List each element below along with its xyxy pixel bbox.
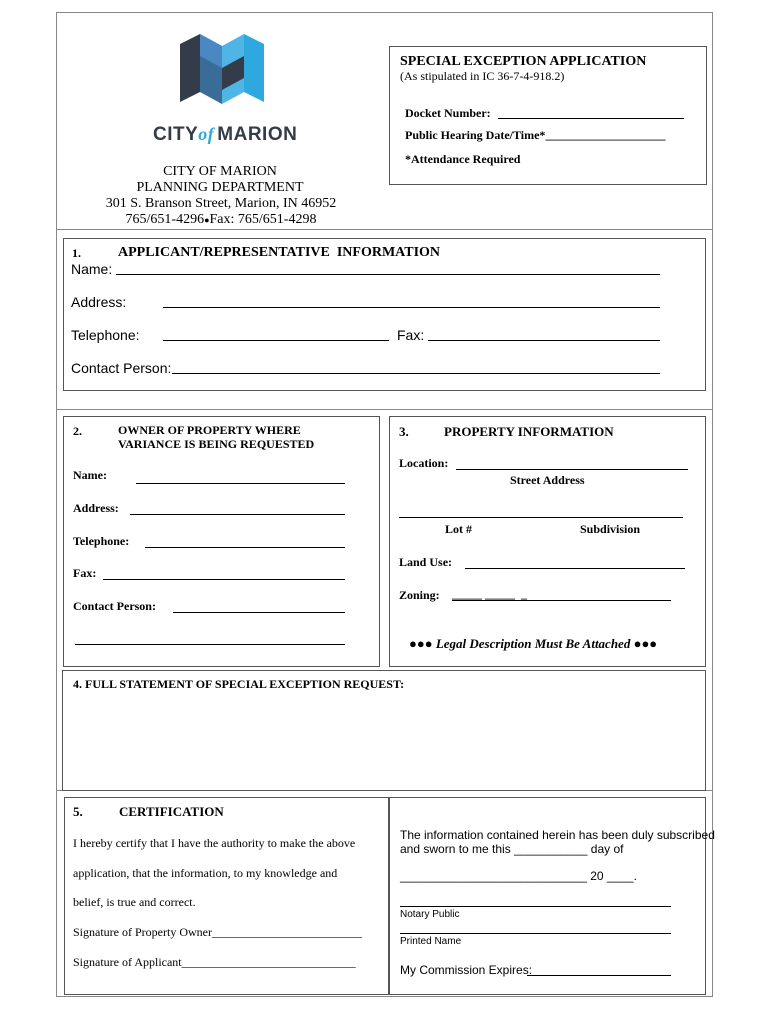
notary-public-field[interactable] — [400, 906, 671, 907]
hearing-field[interactable]: ____________________ — [545, 128, 666, 142]
notary-year-field[interactable]: ____________________________ 20 ____. — [400, 869, 637, 883]
logo-city: CITY — [153, 124, 199, 145]
application-subtitle: (As stipulated in IC 36-7-4-918.2) — [400, 69, 565, 83]
section3-number: 3. — [399, 424, 409, 439]
dept-title: CITY OF MARION — [163, 164, 277, 179]
applicant-contact-field[interactable] — [172, 373, 660, 374]
owner-address-label: Address: — [73, 501, 119, 515]
zoning-field[interactable]: _____ _____ _ — [452, 587, 527, 601]
land-use-label: Land Use: — [399, 555, 453, 569]
docket-number-field[interactable] — [498, 118, 684, 119]
zoning-label: Zoning: — [399, 588, 440, 602]
section1-title: APPLICANT/REPRESENTATIVE INFORMATION — [118, 245, 441, 260]
section5-title: CERTIFICATION — [119, 804, 224, 819]
city-logo — [176, 26, 268, 112]
dept-phone: 765/651-4296 — [125, 212, 205, 227]
legal-note: Legal Description Must Be Attached — [435, 636, 631, 651]
lot-caption: Lot # — [445, 522, 472, 536]
owner-fax-label: Fax: — [73, 566, 97, 580]
legal-note-line — [409, 636, 657, 652]
dept-phone-line: 765/651-4296●Fax: 765/651-4298 — [125, 212, 317, 227]
lot-subdivision-field[interactable] — [399, 517, 683, 518]
owner-name-field[interactable] — [136, 483, 345, 484]
attendance-note: *Attendance Required — [405, 152, 521, 166]
section2-number: 2. — [73, 424, 82, 438]
hearing-label: Public Hearing Date/Time* — [405, 128, 546, 142]
section1-number: 1. — [72, 246, 81, 260]
commission-field[interactable] — [527, 975, 671, 976]
owner-extra-field[interactable] — [75, 644, 345, 645]
street-address-caption: Street Address — [510, 473, 585, 487]
section4-statement-area[interactable] — [68, 695, 700, 785]
owner-address-field[interactable] — [130, 514, 345, 515]
signature-owner-field[interactable]: Signature of Property Owner_________________________ — [73, 925, 362, 939]
city-logo-mark — [176, 26, 268, 112]
dept-address: 301 S. Branson Street, Marion, IN 46952 — [105, 196, 337, 211]
printed-name-label: Printed Name — [400, 936, 462, 947]
applicant-contact-label: Contact Person: — [71, 360, 172, 376]
section2-title-line1: OWNER OF PROPERTY WHERE — [118, 423, 301, 437]
applicant-name-label: Name: — [71, 261, 113, 277]
certify-line1: I hereby certify that I have the authority to make the above — [73, 836, 356, 850]
subdivision-caption: Subdivision — [580, 522, 641, 536]
applicant-address-label: Address: — [71, 294, 127, 310]
logo-wordmark — [153, 124, 297, 146]
owner-fax-field[interactable] — [103, 579, 345, 580]
zoning-field-line[interactable] — [452, 600, 671, 601]
land-use-field[interactable] — [465, 568, 685, 569]
logo-of: of — [198, 124, 215, 144]
logo-marion: MARION — [217, 124, 298, 145]
owner-contact-field[interactable] — [173, 612, 345, 613]
commission-label: My Commission Expires: — [400, 963, 533, 977]
dept-fax: Fax: 765/651-4298 — [209, 212, 317, 227]
applicant-telephone-label: Telephone: — [71, 327, 140, 343]
owner-telephone-label: Telephone: — [73, 534, 130, 548]
signature-applicant-field[interactable]: Signature of Applicant_____________________________ — [73, 955, 356, 969]
location-label: Location: — [399, 456, 449, 470]
certify-line2: application, that the information, to my knowledge and — [73, 866, 338, 880]
owner-name-label: Name: — [73, 468, 107, 482]
section3-title: PROPERTY INFORMATION — [444, 424, 614, 439]
certify-line3: belief, is true and correct. — [73, 895, 196, 909]
section5-number: 5. — [73, 804, 83, 819]
applicant-address-field[interactable] — [163, 307, 660, 308]
application-title: SPECIAL EXCEPTION APPLICATION — [400, 54, 647, 69]
notary-line1: The information contained herein has been duly subscribed — [400, 828, 715, 842]
divider-line — [56, 229, 713, 230]
applicant-fax-label: Fax: — [397, 327, 425, 343]
location-field[interactable] — [456, 469, 688, 470]
applicant-fax-field[interactable] — [428, 340, 660, 341]
printed-name-field[interactable] — [400, 933, 671, 934]
notary-line2[interactable]: and sworn to me this ___________ day of — [400, 842, 624, 856]
docket-label: Docket Number: — [405, 106, 491, 120]
applicant-name-field[interactable] — [116, 274, 660, 275]
dept-name: PLANNING DEPARTMENT — [136, 180, 304, 195]
notary-public-label: Notary Public — [400, 909, 460, 920]
section4-title: 4. FULL STATEMENT OF SPECIAL EXCEPTION REQUEST: — [73, 677, 405, 691]
owner-contact-label: Contact Person: — [73, 599, 156, 613]
applicant-telephone-field[interactable] — [163, 340, 389, 341]
section2-title-line2: VARIANCE IS BEING REQUESTED — [118, 437, 315, 451]
hearing-line — [405, 128, 665, 143]
owner-telephone-field[interactable] — [145, 547, 345, 548]
section3-box — [389, 416, 706, 667]
legal-dots-left: ●●● — [409, 636, 433, 651]
legal-dots-right: ●●● — [633, 636, 658, 651]
divider-line — [56, 409, 713, 410]
